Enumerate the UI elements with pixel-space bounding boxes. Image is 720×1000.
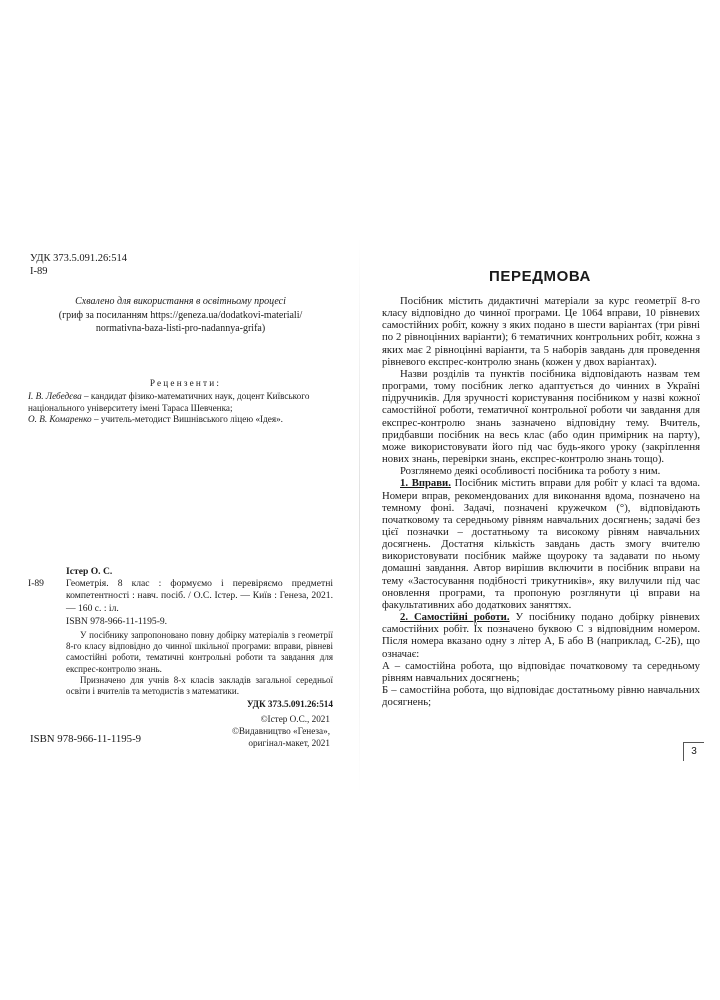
copyright-line-3: оригінал-макет, 2021 (248, 738, 330, 748)
catalog-desc-row (28, 578, 333, 615)
preface-paragraph-2: Назви розділів та пунктів посібника відповідають назвам тем програми, тому посібник легко адаптується до чинних в Україні підручників. Для зручності користування посібником у назві кожної самостійної роботи, тематичної контрольної роботи чи завдання для експрес-контролю знань зазначено відповідну тему. Вчитель, придбавши посібник на весь клас (або один примірник на парту), може використовувати його під час будь-якого уроку (закріплення нових знань, перевірки знань, експрес-контролю знань тощо). (382, 367, 700, 466)
catalog-card (28, 566, 333, 710)
page-number: 3 (683, 742, 704, 761)
reviewers-block (28, 378, 343, 426)
catalog-udk: УДК 373.5.091.26:514 (246, 699, 333, 710)
reviewer-2-text: – учитель-методист Вишнівського ліцею «Ідея». (91, 414, 283, 425)
approval-line-2: (гриф за посиланням https://geneza.ua/dodatkovi-materiali/ (58, 309, 303, 321)
approval-note (28, 295, 333, 336)
page-title: ПЕРЕДМОВА (489, 268, 591, 285)
section-exercises-text: Посібник містить вправи для робіт у класі та вдома. Номери вправ, рекомендованих для виконання вдома, позначено на темному фоні. Задачі, позначені кружечком (°), відповідають початковому та середньому рівням навчальних досягнень; задачі без цієї позначки – достатньому та високому рівням навчальних досягнень. Достатня кількість завдань дасть змогу вчителю використовувати посібник майже щоуроку та задавати по ньому домашні завдання. Автор вирішив включити в посібник вправи на тему «Застосування подібності трикутників», яку вилучили під час оновлення програми, та пропоную розглянути ці вправи на факультативних або додаткових заняттях. (382, 477, 700, 611)
reviewer-1 (28, 391, 343, 415)
udk-block (30, 252, 127, 278)
section-independent-work-text: У посібнику подано добірку рівневих самостійних робіт. Їх позначено буквою С з відповідним номером. Після номера вказано одну з літер А, Б або В (наприклад, С-2Б), що означає: (382, 611, 700, 660)
section-independent-work-heading: 2. Самостійні роботи. (400, 611, 510, 624)
index-code: I-89 (30, 266, 48, 277)
copyright-line-2: ©Видавництво «Генеза», (231, 726, 330, 736)
section-exercises (382, 477, 700, 611)
catalog-description: Геометрія. 8 клас : формуємо і перевіряємо предметні компетентності : навч. посіб. / О.С. Істер. — Київ : Генеза, 2021. — 160 с. : іл. (66, 578, 333, 614)
abstract-paragraph-1: У посібнику запропоновано повну добірку матеріалів з геометрії 8-го класу відповідно до чинної шкільної програми: вправи, рівневі самостійні роботи, тематичні контрольні роботи та завдання для експрес-контролю знань. (66, 630, 333, 674)
reviewers-heading: Рецензенти: (149, 378, 222, 388)
catalog-code: I-89 (28, 578, 44, 590)
approval-line-1: Схвалено для використання в освітньому процесі (75, 296, 286, 307)
list-item-b: Б – самостійна робота, що відповідає достатньому рівню навчальних досягнень; (382, 684, 700, 709)
copyright-line-1: ©Істер О.С., 2021 (260, 714, 330, 724)
catalog-abstract (28, 630, 333, 710)
preface-paragraph-3: Розглянемо деякі особливості посібника та роботу з ним. (400, 465, 661, 478)
abstract-paragraph-2: Призначено для учнів 8-х класів закладів загальної середньої освіти і вчителів та методистів з математики. (66, 674, 333, 697)
right-page (360, 0, 720, 1000)
isbn-bottom: ISBN 978-966-11-1195-9 (30, 733, 142, 745)
section-exercises-heading: 1. Вправи. (400, 477, 451, 490)
section-independent-work (382, 611, 700, 660)
catalog-isbn: ISBN 978-966-11-1195-9. (66, 615, 168, 627)
udk-code: УДК 373.5.091.26:514 (30, 253, 127, 264)
catalog-author-row (28, 566, 333, 578)
catalog-author: Істер О. С. (66, 566, 113, 577)
reviewer-2 (28, 414, 343, 426)
reviewer-1-name: І. В. Лебедєва (28, 390, 82, 401)
preface-body (382, 295, 700, 708)
approval-line-3: normativna-baza-listi-pro-nadannya-grifa) (95, 323, 266, 334)
copyright-block (220, 713, 330, 749)
reviewer-2-name: О. В. Комаренко (28, 414, 92, 425)
list-item-a: А – самостійна робота, що відповідає початковому та середньому рівням навчальних досягнень; (382, 659, 700, 684)
preface-paragraph-1: Посібник містить дидактичні матеріали за курс геометрії 8-го класу відповідно до чинної програми. Це 1064 вправи, 10 рівневих самостійних робіт, кожну з яких подано в шести варіантах (три рівні по 2 рівноцінних варіанти); 6 тематичних контрольних робіт, кожна з яких має 2 рівноцінні варіанти, та 5 наборів завдань для проведення рівневого експрес-контролю знань (кожен у двох варіантах). (382, 295, 700, 368)
reviewer-1-text: – кандидат фізико-математичних наук, доцент Київського національного університету імені Тараса Шевченка; (28, 390, 310, 413)
